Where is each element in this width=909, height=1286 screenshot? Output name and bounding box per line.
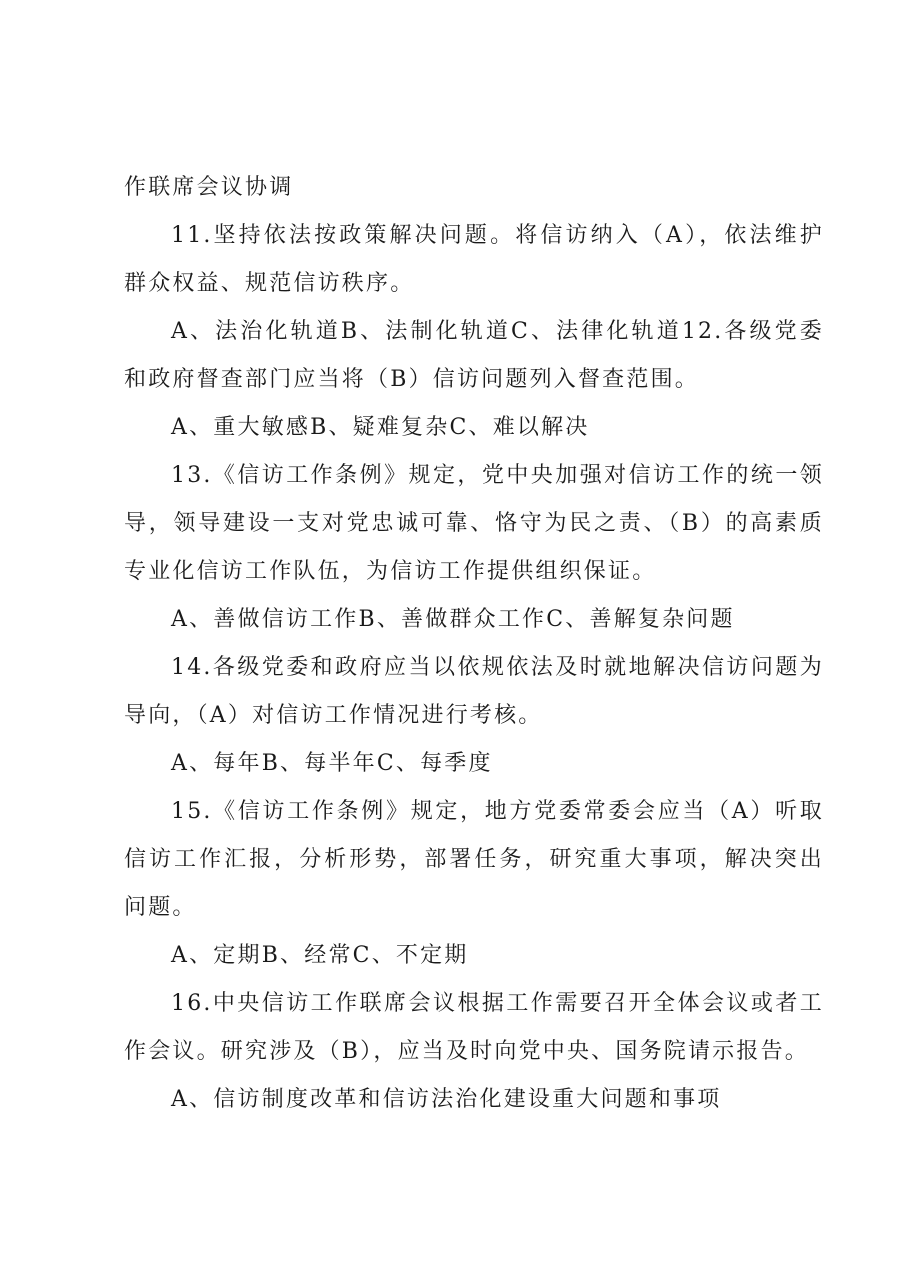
options-12: A、重大敏感B、疑难复杂C、难以解决	[171, 415, 590, 440]
options-13: A、善做信访工作B、善做群众工作C、善解复杂问题	[171, 607, 735, 632]
question-16: 16.中央信访工作联席会议根据工作需要召开全体会议或者工作会议。研究涉及（B），应当及时向党中央、国务院请示报告。	[124, 991, 824, 1064]
question-13: 13.《信访工作条例》规定，党中央加强对信访工作的统一领导，领导建设一支对党忠诚可靠、恪守为民之责、（B）的高素质专业化信访工作队伍，为信访工作提供组织保证。	[124, 463, 824, 584]
paragraph-continuation: 作联席会议协调	[124, 175, 294, 200]
options-15: A、定期B、经常C、不定期	[171, 943, 469, 968]
question-14: 14.各级党委和政府应当以依规依法及时就地解决信访问题为导向，（A）对信访工作情况进行考核。	[124, 655, 824, 728]
options-16: A、信访制度改革和信访法治化建设重大问题和事项	[171, 1087, 722, 1112]
question-11: 11.坚持依法按政策解决问题。将信访纳入（A），依法维护群众权益、规范信访秩序。	[124, 223, 824, 296]
options-14: A、每年B、每半年C、每季度	[171, 751, 493, 776]
question-15: 15.《信访工作条例》规定，地方党委常委会应当（A）听取信访工作汇报，分析形势，部署任务，研究重大事项，解决突出问题。	[124, 799, 824, 920]
options-11-question-12: A、法治化轨道B、法制化轨道C、法律化轨道12.各级党委和政府督查部门应当将（B）信访问题列入督查范围。	[124, 319, 824, 392]
document-body	[124, 164, 824, 1124]
